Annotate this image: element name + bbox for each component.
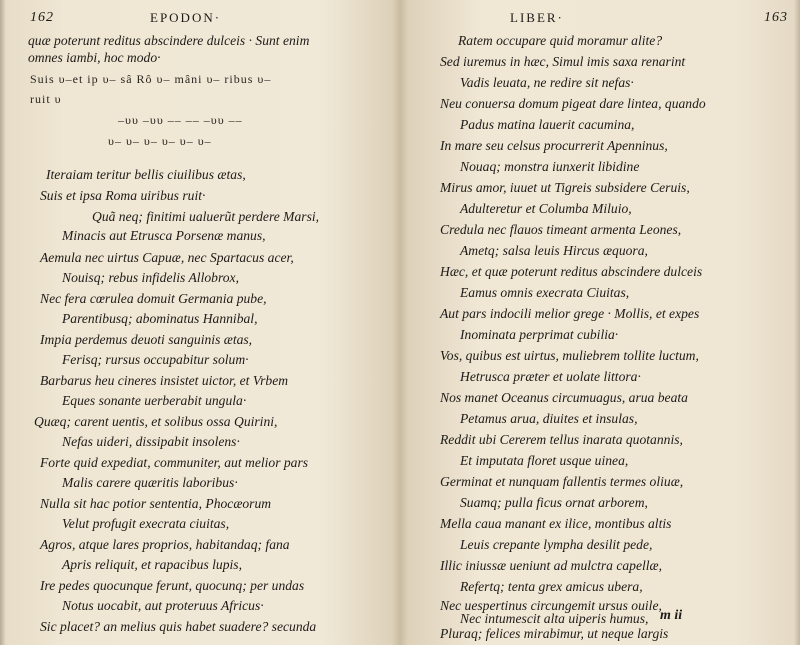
page-number: 162 xyxy=(30,10,54,25)
page-edge-shadow xyxy=(794,0,800,645)
right-page xyxy=(402,0,800,645)
verse-line: Eamus omnis execrata Ciuitas, xyxy=(460,285,630,300)
verse-line: Suis et ipsa Roma uiribus ruit· xyxy=(40,188,206,203)
verse-line: Forte quid expediat, communiter, aut melior pars xyxy=(40,455,309,470)
verse-line: In mare seu celsus procurrerit Apenninus, xyxy=(440,138,668,153)
verse-line: Hetrusca præter et uolate littora· xyxy=(460,369,641,384)
verse-line: Malis carere quæritis laboribus· xyxy=(62,475,238,490)
verse-line: Barbarus heu cineres insistet uictor, et Vrbem xyxy=(40,373,289,388)
text-line: quæ poterunt reditus abscindere dulceis · Sunt enim xyxy=(28,33,310,48)
verse-line: Apris reliquit, et rapacibus lupis, xyxy=(62,557,242,572)
left-page xyxy=(0,0,398,645)
verse-line: Refertq; tenta grex amicus ubera, xyxy=(460,579,643,594)
page-number: 163 xyxy=(764,10,788,25)
verse-line: Adulteretur et Columba Miluio, xyxy=(460,201,632,216)
verse-line: Pluraq; felices mirabimur, ut neque largis xyxy=(440,626,669,641)
verse-line: Inominata perprimat cubilia· xyxy=(460,327,619,342)
running-title: LIBER· xyxy=(510,10,564,25)
running-title: EPODON· xyxy=(150,10,222,25)
verse-line: Sed iuremus in hæc, Simul imis saxa renarint xyxy=(440,54,686,69)
meter-scheme: –υυ –υυ –– –– –υυ –– xyxy=(118,113,243,127)
verse-line: Mirus amor, iuuet ut Tigreis subsidere Ceruis, xyxy=(440,180,690,195)
verse-line: Ametq; salsa leuis Hircus æquora, xyxy=(460,243,648,258)
running-head xyxy=(402,10,800,30)
verse-line: Neu conuersa domum pigeat dare lintea, quando xyxy=(440,96,706,111)
verse-line: Nec intumescit alta uiperis humus, xyxy=(460,611,649,626)
verse-line: Nec uespertinus circungemit ursus ouile, xyxy=(440,598,662,613)
verse-line: Quã neq; finitimi ualuerũt perdere Marsi, xyxy=(92,209,320,224)
verse-line: Hæc, et quæ poterunt reditus abscindere dulceis xyxy=(440,264,703,279)
verse-line: Leuis crepante lympha desilit pede, xyxy=(460,537,653,552)
verse-line: Aemula nec uirtus Capuæ, nec Spartacus acer, xyxy=(40,250,294,265)
scansion-line: Suis υ–et ip υ– sâ Rô υ– mâni υ– ribus υ– xyxy=(30,72,272,86)
verse-line: Petamus arua, diuites et insulas, xyxy=(460,411,638,426)
verse-line: Padus matina lauerit cacumina, xyxy=(460,117,635,132)
verse-line: Velut profugit execrata ciuitas, xyxy=(62,516,230,531)
verse-line: Vos, quibus est uirtus, muliebrem tollite luctum, xyxy=(440,348,699,363)
verse-line: Nulla sit hac potior sententia, Phocæorum xyxy=(40,496,272,511)
verse-line: Nefas uideri, dissipabit insolens· xyxy=(62,434,240,449)
page-edge-shadow xyxy=(0,0,6,645)
text-line: omnes iambi, hoc modo· xyxy=(28,50,161,65)
signature-mark: m ii xyxy=(660,608,683,623)
running-head xyxy=(0,10,398,30)
verse-line: Notus uocabit, aut proteruus Africus· xyxy=(62,598,264,613)
verse-line: Vadis leuata, ne redire sit nefas· xyxy=(460,75,634,90)
verse-line: Ire pedes quocunque ferunt, quocunq; per undas xyxy=(40,578,305,593)
verse-line: Reddit ubi Cererem tellus inarata quotannis, xyxy=(440,432,683,447)
verse-line: Mella caua manant ex ilice, montibus altis xyxy=(440,516,672,531)
verse-line: Minacis aut Etrusca Porsenæ manus, xyxy=(62,228,266,243)
verse-line: Impia perdemus deuoti sanguinis ætas, xyxy=(40,332,253,347)
verse-line: Illic iniussæ ueniunt ad mulctra capellæ, xyxy=(440,558,663,573)
verse-line: Aut pars indocili melior grege · Mollis, et expes xyxy=(440,306,700,321)
verse-line: Suamq; pulla ficus ornat arborem, xyxy=(460,495,648,510)
verse-line: Iteraiam teritur bellis ciuilibus ætas, xyxy=(46,167,246,182)
meter-scheme: υ– υ– υ– υ– υ– υ– xyxy=(108,134,212,148)
verse-line: Agros, atque lares proprios, habitandaq; fana xyxy=(40,537,290,552)
verse-line: Nouaq; monstra iunxerit libidine xyxy=(460,159,640,174)
verse-line: Credula nec flauos timeant armenta Leones, xyxy=(440,222,682,237)
verse-line: Eques sonante uerberabit ungula· xyxy=(62,393,247,408)
verse-line: Quæq; carent uentis, et solibus ossa Quirini, xyxy=(34,414,278,429)
scansion-line: ruit υ xyxy=(30,92,62,106)
verse-line: Sic placet? an melius quis habet suadere? secunda xyxy=(40,619,317,634)
verse-line: Nec fera cœrulea domuit Germania pube, xyxy=(40,291,267,306)
verse-line: Ratem occupare quid moramur alite? xyxy=(458,33,663,48)
verse-line: Et imputata floret usque uinea, xyxy=(460,453,629,468)
verse-line: Germinat et nunquam fallentis termes oliuæ, xyxy=(440,474,684,489)
verse-line: Nouisq; rebus infidelis Allobrox, xyxy=(62,270,239,285)
verse-line: Parentibusq; abominatus Hannibal, xyxy=(62,311,258,326)
verse-line: Nos manet Oceanus circumuagus, arua beata xyxy=(440,390,688,405)
verse-line: Ferisq; rursus occupabitur solum· xyxy=(62,352,249,367)
